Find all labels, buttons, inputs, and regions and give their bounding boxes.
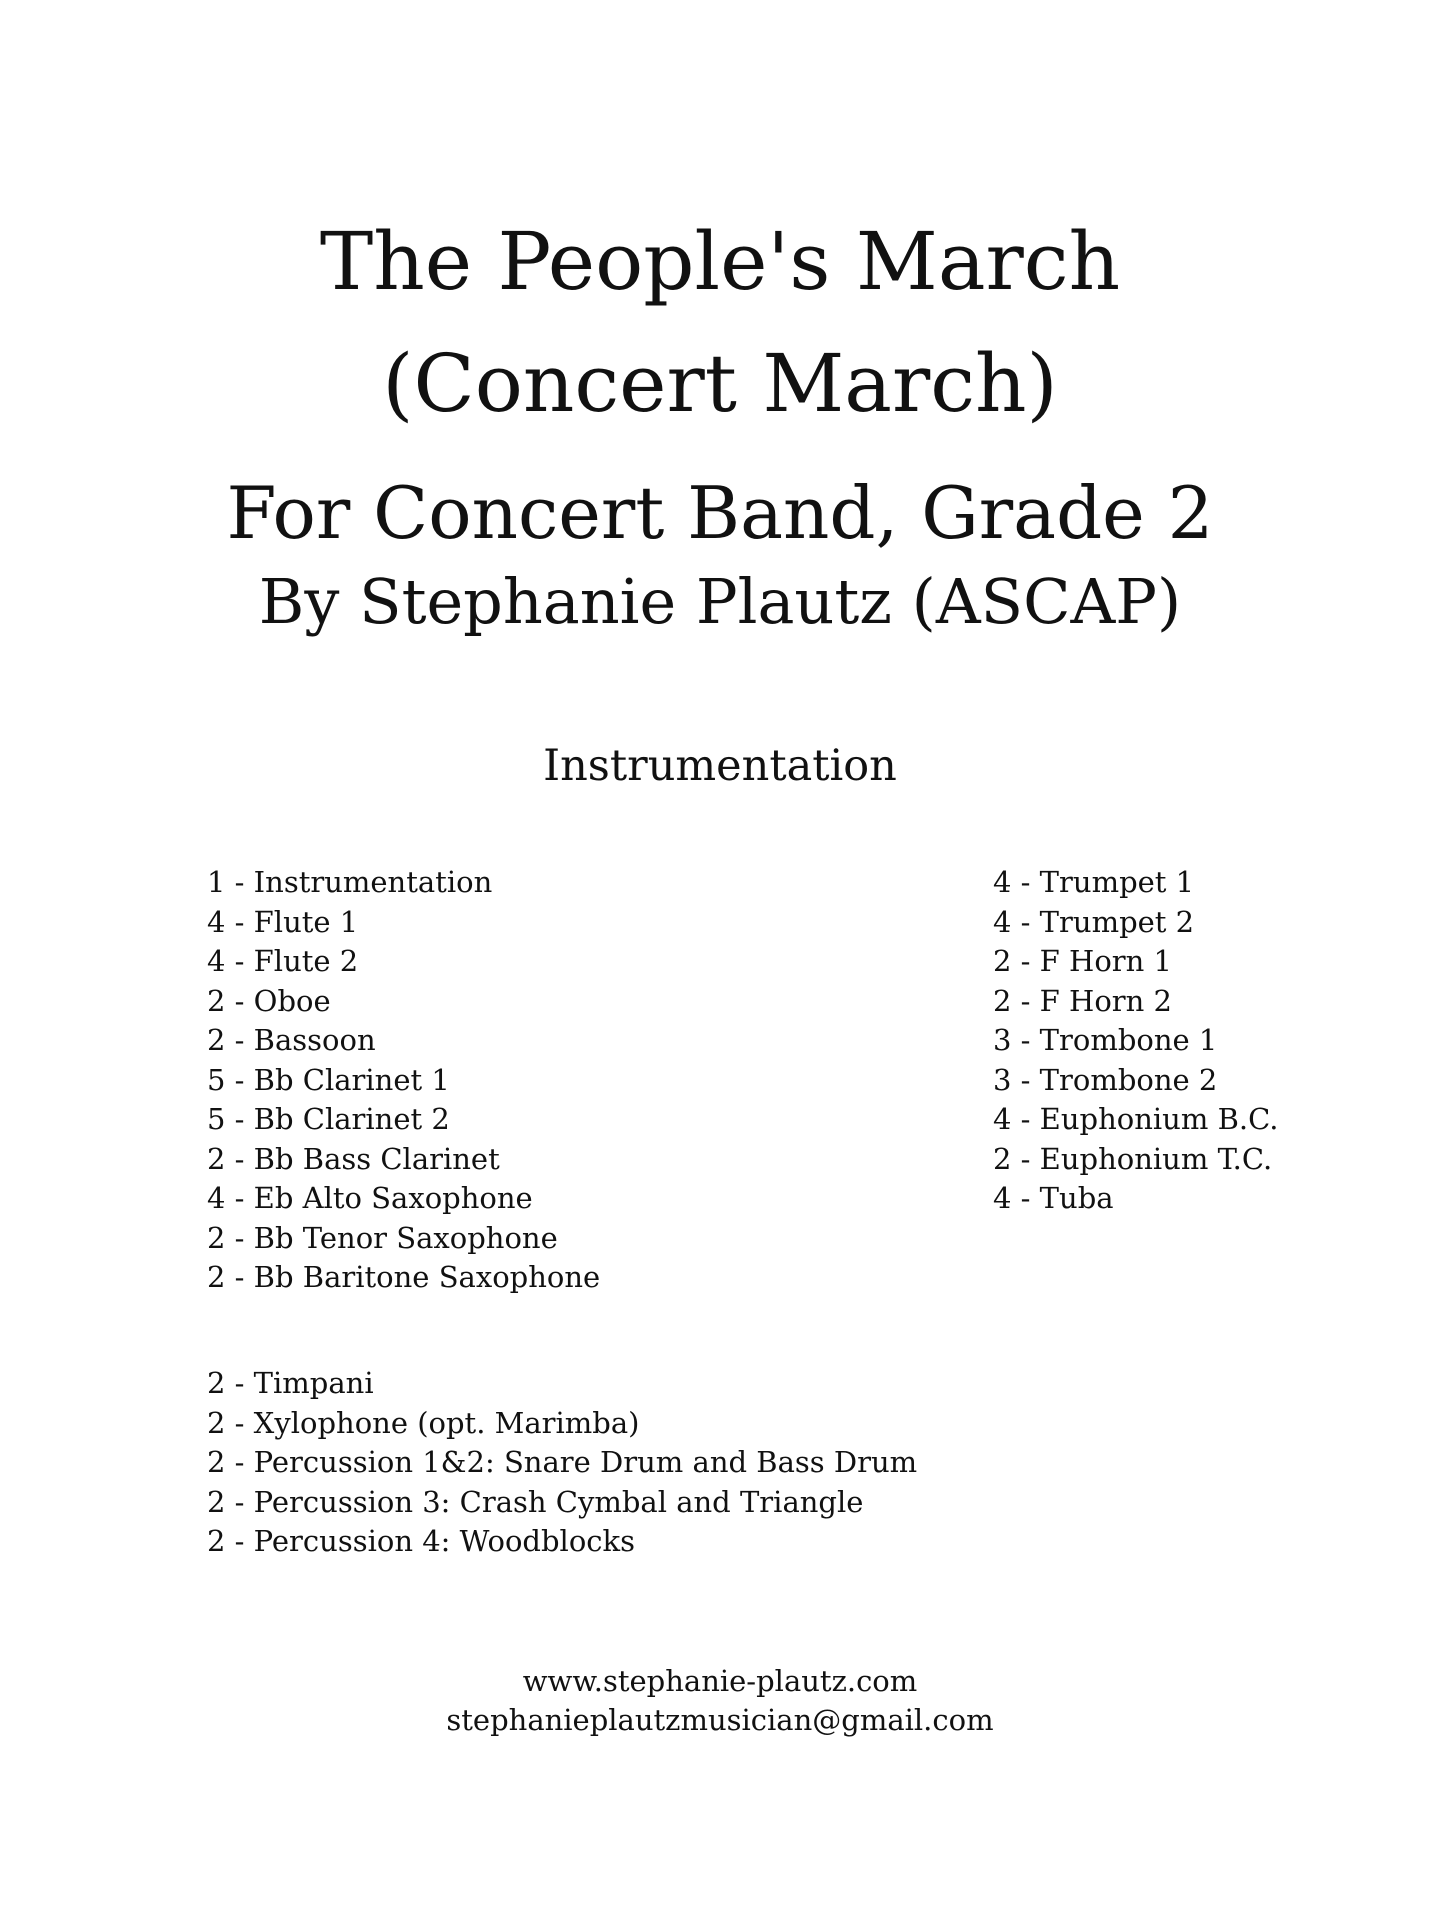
part-item: 4 - Trumpet 2 — [993, 904, 1195, 939]
part-item: 1 - Instrumentation — [207, 865, 493, 899]
part-item: 2 - Bb Bass Clarinet — [207, 1141, 500, 1176]
parts-list-brass — [993, 863, 1278, 1219]
part-item: 2 - Xylophone (opt. Marimba) — [207, 1405, 640, 1440]
part-item: 2 - F Horn 2 — [993, 983, 1172, 1018]
parts-list-woodwinds — [207, 863, 600, 1298]
part-item: 2 - Euphonium T.C. — [993, 1141, 1273, 1176]
part-item: 3 - Trombone 2 — [993, 1062, 1218, 1097]
part-item: 2 - Timpani — [207, 1366, 374, 1400]
part-item: 2 - Oboe — [207, 983, 331, 1018]
page-subtitle: (Concert March) — [382, 337, 1058, 430]
part-item: 4 - Eb Alto Saxophone — [207, 1181, 533, 1215]
part-item: 2 - Bassoon — [207, 1023, 376, 1057]
part-item: 4 - Euphonium B.C. — [993, 1102, 1279, 1136]
part-item: 4 - Tuba — [993, 1181, 1114, 1215]
part-item: 5 - Bb Clarinet 1 — [207, 1062, 450, 1097]
instrumentation-heading: Instrumentation — [543, 741, 897, 791]
part-item: 3 - Trombone 1 — [993, 1023, 1218, 1057]
part-item: 2 - Percussion 1&2: Snare Drum and Bass Drum — [207, 1445, 918, 1479]
website-link[interactable]: www.stephanie-plautz.com — [522, 1664, 918, 1698]
ensemble-grade: For Concert Band, Grade 2 — [226, 471, 1214, 555]
part-item: 4 - Trumpet 1 — [993, 865, 1195, 899]
part-item: 2 - Percussion 4: Woodblocks — [207, 1524, 635, 1558]
part-item: 2 - Bb Tenor Saxophone — [207, 1220, 558, 1255]
part-item: 2 - F Horn 1 — [993, 944, 1172, 978]
page-title: The People's March — [319, 215, 1121, 308]
part-item: 4 - Flute 2 — [207, 944, 359, 978]
composer-credit: By Stephanie Plautz (ASCAP) — [258, 565, 1182, 638]
part-item: 2 - Percussion 3: Crash Cymbal and Triangle — [207, 1484, 864, 1519]
parts-list-percussion — [207, 1364, 917, 1562]
part-item: 4 - Flute 1 — [207, 904, 359, 939]
contact-block — [0, 1662, 1440, 1740]
part-item: 5 - Bb Clarinet 2 — [207, 1102, 450, 1136]
email-link[interactable]: stephanieplautzmusician@gmail.com — [446, 1703, 994, 1737]
part-item: 2 - Bb Baritone Saxophone — [207, 1260, 601, 1294]
